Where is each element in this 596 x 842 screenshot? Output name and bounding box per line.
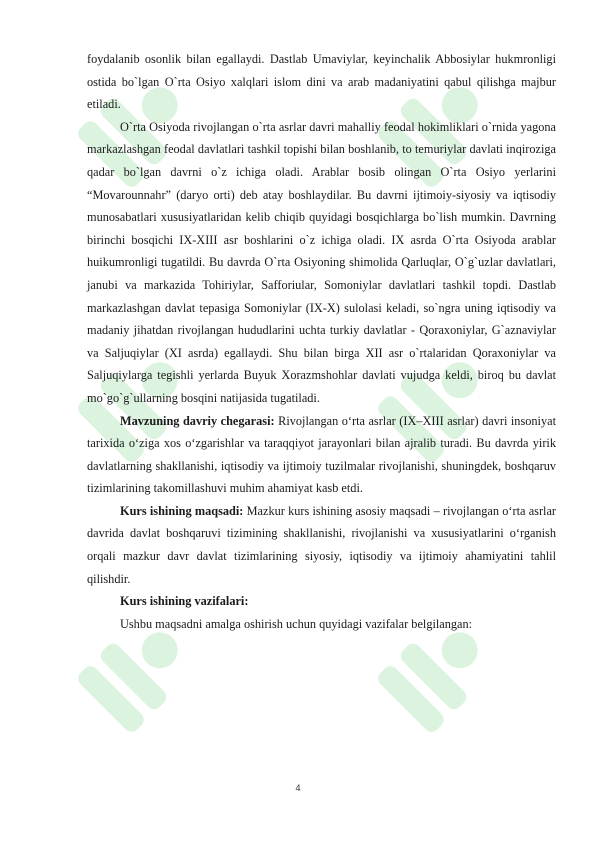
paragraph-lead-label: Kurs ishining maqsadi: (120, 503, 244, 518)
paragraph-text: foydalanib osonlik bilan egallaydi. Dastlab Umaviylar, keyinchalik Abbosiylar hukmronligi ostida bo`lgan O`rta Osiyo xalqlari islom dini va arab madaniyatini qabul qilishga majbur etiladi. (87, 52, 556, 112)
paragraph-medieval-period (87, 116, 556, 410)
page-number: 4 (295, 783, 301, 793)
paragraph-text: O`rta Osiyoda rivojlangan o`rta asrlar davri mahalliy feodal hokimliklari o`rnida yagona markazlashgan feodal davlatlari tashkil topishi bilan boshlanib, to temuriylar davlati inqiroziga qadar bo`lgan davrni o`z ichiga oladi. Arablar bosib olingan O`rta Osiyo yerlarini “Movarounnahr” (daryo orti) deb atay boshlaydilar. Bu davrni ijtimoiy-siyosiy va iqtisodiy munosabatlari xususiyatlaridan kelib chiqib quyidagi bosqichlarga bo`lish mumkin. Davrning birinchi bosqichi IX-XIII asr boshlarini o`z ichiga oladi. IX asrda O`rta Osiyoda arablar huikumronligi tugatildi. Bu davrda O`rta Osiyoning shimolida Qarluqlar, O`g`uzlar davlatlari, janubi va markazida Tohiriylar, Safforiular, Somoniylar davlatlari tashkil topdi. Dastlab markazlashgan davlat tepasiga Somoniylar (IX-X) sulolasi keladi, so`ngra uning iqtisodiy va madaniy jihatdan rivojlangan hududlarini uchta turkiy davlatlar - Qoraxoniylar, G`aznaviylar va Saljuqiylar (XI asrda) egallaydi. Shu bilan birga XII asr o`rtalaridan Qoraxoniylar va Saljuqiylarga tegishli yerlarda Buyuk Xorazmshohlar davlati vujudga keldi, biroq bu davlat mo`go`g`ullarning bosqini natijasida tugatiladi. (87, 119, 556, 405)
paragraph-course-goal (87, 500, 556, 590)
paragraph-continuation (87, 48, 556, 116)
document-body (87, 48, 556, 635)
paragraph-tasks-intro (87, 613, 556, 636)
paragraph-lead-label: Mavzuning davriy chegarasi: (120, 413, 275, 428)
paragraph-text: Ushbu maqsadni amalga oshirish uchun quyidagi vazifalar belgilangan: (120, 616, 473, 631)
section-heading-tasks: Kurs ishining vazifalari: (120, 594, 249, 609)
paragraph-text: Rivojlangan o‘rta asrlar (IX–XIII asrlar) davri insoniyat tarixida o‘ziga xos o‘zgarishlar va taraqqiyot jarayonlari bilan ajralib turadi. Bu davrda yirik davlatlarning shakllanishi, iqtisodiy va ijtimoiy tuzilmalar rivojlanishi, shuningdek, boshqaruv tizimlarining takomillashuvi muhim ahamiyat kasb etdi. (87, 413, 556, 496)
paragraph-period-boundary (87, 410, 556, 500)
paragraph-text: Mazkur kurs ishining asosiy maqsadi – rivojlangan o‘rta asrlar davrida davlat boshqaruvi tizimining shakllanishi, rivojlanishi va xususiyatlarini o‘rganish orqali mazkur davr davlat tizimlarining siyosiy, iqtisodiy va ijtimoiy ahamiyatini tahlil qilishdir. (87, 503, 557, 586)
